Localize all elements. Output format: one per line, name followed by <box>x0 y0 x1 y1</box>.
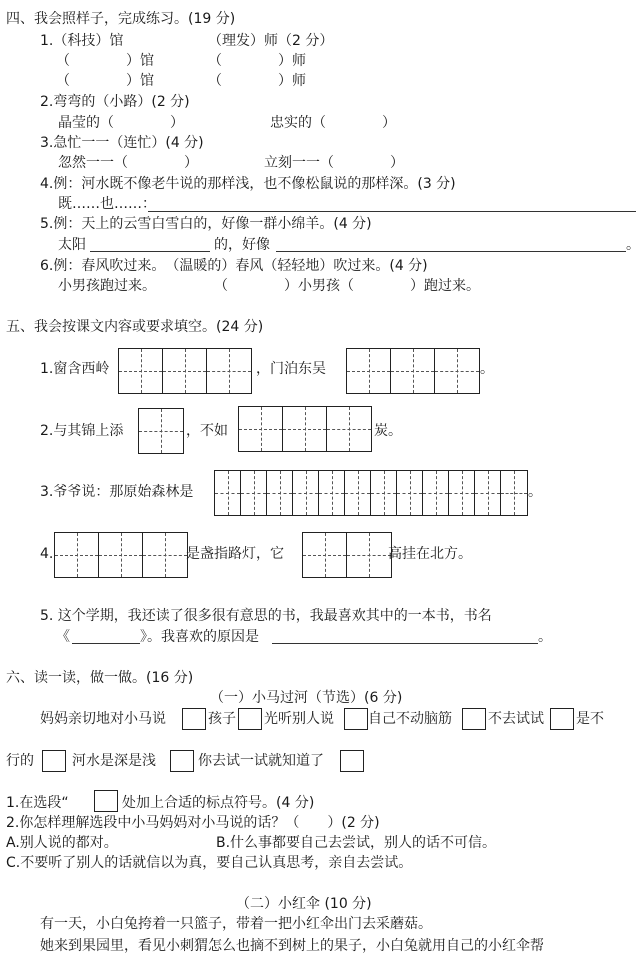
qa-option-a[interactable]: A.别人说的都对。 <box>6 835 118 851</box>
qa-q1-a: 1.在选段“ <box>6 795 69 811</box>
grid-cell[interactable] <box>347 349 391 393</box>
q1-blank-b1[interactable]: （ ）师 <box>208 53 306 69</box>
grid-cell[interactable] <box>475 471 501 515</box>
grid-cell[interactable] <box>449 471 475 515</box>
q1-example-a: 1.（科技）馆 <box>40 33 124 49</box>
s5-q1-middle: ，门泊东吴 <box>256 361 326 377</box>
s5-q1-end: 。 <box>480 361 494 377</box>
q1-blank-a2[interactable]: （ ）馆 <box>56 73 154 89</box>
grid-cell[interactable] <box>143 533 187 577</box>
grid-cell[interactable] <box>319 471 345 515</box>
s5-q4-grid-a[interactable] <box>54 532 188 578</box>
qa-q2: 2.你怎样理解选段中小马妈妈对小马说的话？（ ）(2 分) <box>6 815 380 831</box>
s5-q2-end: 炭。 <box>374 423 402 439</box>
punctuation-box[interactable] <box>238 708 262 730</box>
s5-q1-grid-b[interactable] <box>346 348 480 394</box>
passage2-line1: 有一天，小白兔挎着一只篮子，带着一把小红伞出门去采蘑菇。 <box>40 916 432 932</box>
s5-q4-middle: 是盏指路灯，它 <box>186 546 284 562</box>
q5-answer-line-b[interactable] <box>276 251 626 252</box>
section4-heading: 四、我会照样子，完成练习。(19 分) <box>6 11 236 27</box>
punctuation-box[interactable] <box>550 708 574 730</box>
s5-q5-end: 。 <box>538 629 552 645</box>
q4-prompt: 既……也……： <box>58 196 156 212</box>
q3-blank-a[interactable]: 忽然一一（ ） <box>58 155 198 171</box>
passage1-text: 行的 <box>6 753 34 769</box>
s5-q5-line1: 5. 这个学期，我还读了很多很有意思的书，我最喜欢其中的一本书，书名 <box>40 608 492 624</box>
s5-q2-middle: ，不如 <box>186 423 228 439</box>
grid-cell[interactable] <box>435 349 479 393</box>
q2-blank-b[interactable]: 忠实的（ ） <box>270 115 396 131</box>
s5-q1-grid-a[interactable] <box>118 348 252 394</box>
q6-sentence: 小男孩跑过来。 <box>58 278 156 294</box>
s5-q4-end: 高挂在北方。 <box>388 546 472 562</box>
s5-q5-reason-line[interactable] <box>272 643 538 644</box>
q5-answer-line-a[interactable] <box>90 251 210 252</box>
q1-example-b: （理发）师（2 分） <box>208 33 334 49</box>
s5-q4-grid-b[interactable] <box>302 532 392 578</box>
passage1-text: 妈妈亲切地对小马说 <box>40 711 166 727</box>
grid-cell[interactable] <box>99 533 143 577</box>
passage1-title: （一）小马过河（节选）(6 分) <box>210 690 403 706</box>
q2-title: 2.弯弯的（小路）(2 分) <box>40 94 190 110</box>
grid-cell[interactable] <box>163 349 207 393</box>
q6-blanks[interactable]: （ ）小男孩（ ）跑过来。 <box>214 278 480 294</box>
punctuation-box[interactable] <box>170 750 194 772</box>
punctuation-box[interactable] <box>340 750 364 772</box>
passage1-text: 不去试试 <box>488 711 544 727</box>
s5-q5-close: 》。我喜欢的原因是 <box>140 629 259 645</box>
passage1-text: 河水是深是浅 <box>72 753 156 769</box>
grid-cell[interactable] <box>371 471 397 515</box>
grid-cell[interactable] <box>139 409 183 453</box>
s5-q4-prefix: 4. <box>40 546 54 562</box>
s5-q1-prefix: 1.窗含西岭 <box>40 361 110 377</box>
passage1-text: 你去试一试就知道了 <box>198 753 324 769</box>
grid-cell[interactable] <box>267 471 293 515</box>
grid-cell[interactable] <box>293 471 319 515</box>
q1-blank-a1[interactable]: （ ）馆 <box>56 53 154 69</box>
qa-option-b[interactable]: B.什么事都要自己去尝试，别人的话不可信。 <box>216 835 497 851</box>
grid-cell[interactable] <box>241 471 267 515</box>
passage2-line2: 她来到果园里，看见小刺猬怎么也摘不到树上的果子，小白兔就用自己的小红伞帮 <box>40 938 544 954</box>
passage1-text: 是不 <box>576 711 604 727</box>
qa-option-c[interactable]: C.不要听了别人的话就信以为真，要自己认真思考，亲自去尝试。 <box>6 855 413 871</box>
punctuation-box[interactable] <box>462 708 486 730</box>
grid-cell[interactable] <box>55 533 99 577</box>
punctuation-box[interactable] <box>344 708 368 730</box>
q4-title: 4.例：河水既不像老牛说的那样浅，也不像松鼠说的那样深。(3 分) <box>40 176 456 192</box>
grid-cell[interactable] <box>119 349 163 393</box>
grid-cell[interactable] <box>283 407 327 451</box>
punctuation-box[interactable] <box>42 750 66 772</box>
q5-end: 。 <box>626 237 640 253</box>
s5-q3-grid[interactable] <box>214 470 528 516</box>
q5-label-a: 太阳 <box>58 237 86 253</box>
q3-title: 3.急忙一一（连忙）(4 分) <box>40 135 204 151</box>
passage1-text: 光听别人说 <box>264 711 334 727</box>
grid-cell[interactable] <box>239 407 283 451</box>
example-box <box>94 790 118 812</box>
grid-cell[interactable] <box>501 471 527 515</box>
q1-blank-b2[interactable]: （ ）师 <box>208 73 306 89</box>
passage2-title: （二）小红伞 (10 分) <box>236 896 372 912</box>
grid-cell[interactable] <box>347 533 391 577</box>
grid-cell[interactable] <box>391 349 435 393</box>
q6-title: 6.例：春风吹过来。 （温暖的）春风（轻轻地）吹过来。(4 分) <box>40 258 428 274</box>
punctuation-box[interactable] <box>182 708 206 730</box>
q3-blank-b[interactable]: 立刻一一（ ） <box>264 155 404 171</box>
s5-q5-book-line[interactable] <box>72 643 140 644</box>
s5-q2-prefix: 2.与其锦上添 <box>40 423 124 439</box>
grid-cell[interactable] <box>327 407 371 451</box>
grid-cell[interactable] <box>345 471 371 515</box>
q4-answer-line[interactable] <box>148 211 636 212</box>
s5-q2-grid-b[interactable] <box>238 406 372 452</box>
grid-cell[interactable] <box>397 471 423 515</box>
q2-blank-a[interactable]: 晶莹的（ ） <box>58 115 184 131</box>
passage1-text: 孩子 <box>208 711 236 727</box>
s5-q5-open: 《 <box>56 629 70 645</box>
q5-title: 5.例：天上的云雪白雪白的，好像一群小绵羊。(4 分) <box>40 216 372 232</box>
grid-cell[interactable] <box>207 349 251 393</box>
passage1-text: 自己不动脑筋 <box>368 711 452 727</box>
section6-heading: 六、读一读，做一做。(16 分) <box>6 670 194 686</box>
grid-cell[interactable] <box>215 471 241 515</box>
s5-q2-grid-a[interactable] <box>138 408 184 454</box>
s5-q3-end: 。 <box>528 484 542 500</box>
q5-label-b: 的，好像 <box>214 237 270 253</box>
s5-q3-prefix: 3.爷爷说：那原始森林是 <box>40 484 194 500</box>
grid-cell[interactable] <box>303 533 347 577</box>
grid-cell[interactable] <box>423 471 449 515</box>
section5-heading: 五、我会按课文内容或要求填空。(24 分) <box>6 319 264 335</box>
qa-q1-b: 处加上合适的标点符号。(4 分) <box>122 795 315 811</box>
